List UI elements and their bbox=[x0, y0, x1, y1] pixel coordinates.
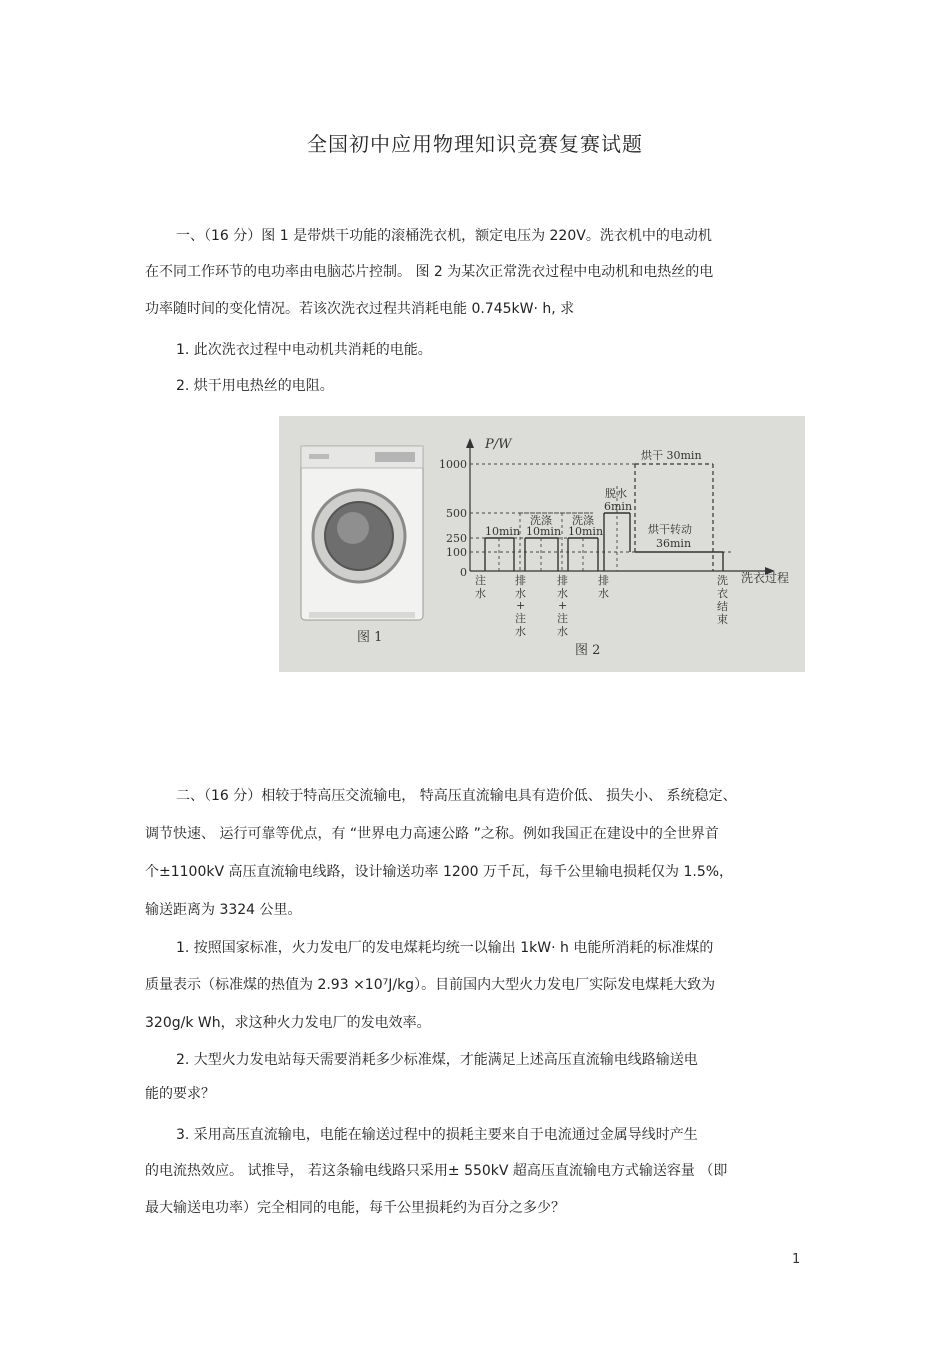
bottom-label-end-2: 衣 bbox=[717, 587, 728, 600]
q1-line-3: 功率随时间的变化情况。若该次洗衣过程共消耗电能 0.745kW· h, 求 bbox=[145, 301, 575, 317]
stage-label-dry-rotate-name: 烘干转动 bbox=[648, 523, 692, 536]
q2-line-4: 输送距离为 3324 公里。 bbox=[145, 902, 302, 918]
bottom-label-a-5: 水 bbox=[515, 625, 526, 638]
fig2-label: 图 2 bbox=[575, 643, 601, 658]
figure-washer-power-chart bbox=[279, 416, 805, 672]
q2-line-2: 调节快速、 运行可靠等优点，有 “世界电力高速公路 ”之称。例如我国正在建设中的全世界首 bbox=[145, 826, 719, 842]
q2-line-3: 个±1100kV 高压直流输电线路，设计输送功率 1200 万千瓦，每千公里输电损耗仅为 1.5%， bbox=[145, 864, 734, 880]
bottom-label-b-4: 注 bbox=[557, 612, 568, 625]
bottom-label-c-2: 水 bbox=[598, 587, 609, 600]
stage-label-wash3-name: 洗涤 bbox=[572, 514, 594, 527]
bottom-label-fill-2: 水 bbox=[475, 587, 486, 600]
y-axis-label: P/W bbox=[485, 437, 512, 452]
y-tick-250: 250 bbox=[446, 532, 467, 545]
x-axis-label: 洗衣过程 bbox=[741, 571, 790, 585]
stage-label-dry-heat: 烘干 30min bbox=[641, 449, 702, 462]
y-tick-1000: 1000 bbox=[439, 458, 467, 471]
bottom-label-end-1: 洗 bbox=[717, 574, 728, 587]
y-tick-500: 500 bbox=[446, 507, 467, 520]
q2-subq-1-line-1: 1. 按照国家标准，火力发电厂的发电煤耗均统一以输出 1kW· h 电能所消耗的标准煤的 bbox=[176, 940, 714, 956]
page-number: 1 bbox=[792, 1252, 801, 1267]
bottom-label-b-2: 水 bbox=[557, 587, 568, 600]
bottom-label-b-5: 水 bbox=[557, 625, 568, 638]
stage-label-wash2-name: 洗涤 bbox=[530, 514, 552, 527]
q1-subq-1: 1. 此次洗衣过程中电动机共消耗的电能。 bbox=[176, 342, 432, 358]
q2-subq-3-line-1: 3. 采用高压直流输电，电能在输送过程中的损耗主要来自于电流通过金属导线时产生 bbox=[176, 1127, 698, 1143]
q1-subq-2: 2. 烘干用电热丝的电阻。 bbox=[176, 378, 334, 394]
q2-line-1: 二、（16 分）相较于特高压交流输电， 特高压直流输电具有造价低、 损失小、 系统稳定、 bbox=[176, 788, 737, 804]
bottom-label-a-1: 排 bbox=[515, 574, 526, 587]
stage-label-spin-time: 6min bbox=[604, 500, 633, 513]
power-chart bbox=[439, 437, 789, 638]
stage-label-dry-rotate-time: 36min bbox=[656, 537, 692, 550]
q2-subq-2-line-1: 2. 大型火力发电站每天需要消耗多少标准煤，才能满足上述高压直流输电线路输送电 bbox=[176, 1052, 698, 1068]
bottom-label-b-1: 排 bbox=[557, 574, 568, 587]
stage-label-wash2-time: 10min bbox=[526, 525, 562, 538]
bottom-label-end-4: 束 bbox=[717, 613, 728, 626]
q2-subq-3-line-3: 最大输送电功率）完全相同的电能，每千公里损耗约为百分之多少？ bbox=[145, 1200, 565, 1216]
stage-label-wash3-time: 10min bbox=[568, 525, 604, 538]
bottom-label-a-4: 注 bbox=[515, 612, 526, 625]
bottom-label-a-3: + bbox=[516, 599, 526, 612]
stage-label-wash1-time: 10min bbox=[485, 525, 521, 538]
q2-subq-2-line-2: 能的要求？ bbox=[145, 1086, 215, 1102]
page-title: 全国初中应用物理知识竞赛复赛试题 bbox=[307, 132, 643, 156]
bottom-label-end-3: 结 bbox=[717, 600, 728, 613]
q1-line-2: 在不同工作环节的电功率由电脑芯片控制。 图 2 为某次正常洗衣过程中电动机和电热丝的电 bbox=[145, 264, 714, 280]
fig1-label: 图 1 bbox=[357, 630, 383, 645]
q2-subq-1-line-2: 质量表示（标准煤的热值为 2.93 ×10⁷J/kg）。目前国内大型火力发电厂实际发电煤耗大致为 bbox=[145, 977, 716, 993]
q2-subq-3-line-2: 的电流热效应。 试推导， 若这条输电线路只采用± 550kV 超高压直流输电方式输送容量 （即 bbox=[145, 1163, 728, 1179]
bottom-label-fill-1: 注 bbox=[475, 574, 486, 587]
figure-svg bbox=[279, 416, 805, 672]
q1-line-1: 一、（16 分）图 1 是带烘干功能的滚桶洗衣机，额定电压为 220V。洗衣机中的电动机 bbox=[176, 228, 712, 244]
bottom-label-a-2: 水 bbox=[515, 587, 526, 600]
bottom-label-b-3: + bbox=[558, 599, 568, 612]
washing-machine-picture bbox=[301, 446, 423, 620]
y-tick-0: 0 bbox=[460, 566, 467, 579]
q2-subq-1-line-3: 320g/k Wh，求这种火力发电厂的发电效率。 bbox=[145, 1015, 431, 1031]
y-tick-100: 100 bbox=[446, 546, 467, 559]
y-axis-arrow bbox=[466, 438, 474, 448]
bottom-label-c-1: 排 bbox=[598, 574, 609, 587]
stage-label-spin-name: 脱水 bbox=[605, 487, 627, 500]
